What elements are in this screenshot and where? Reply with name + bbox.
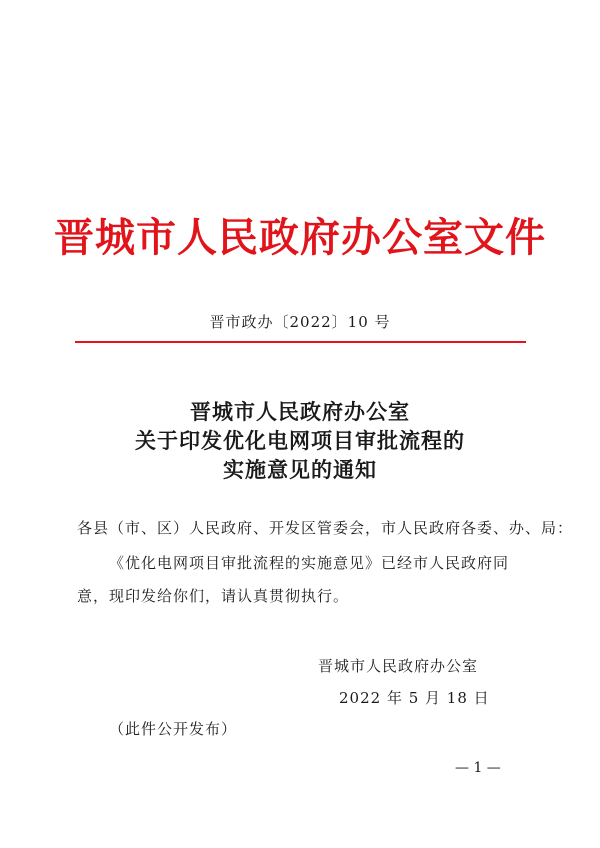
page-number: — 1 —: [455, 760, 501, 776]
body-line-1: 《优化电网项目审批流程的实施意见》已经市人民政府同: [109, 554, 510, 572]
notice-title-line-2: 关于印发优化电网项目审批流程的: [135, 428, 465, 453]
body-line-2: 意，现印发给你们，请认真贯彻执行。: [77, 587, 350, 605]
red-divider-line: [75, 341, 526, 343]
notice-title-line-3: 实施意见的通知: [223, 457, 377, 482]
issuing-office: 晋城市人民政府办公室: [318, 657, 479, 675]
masthead-title: 晋城市人民政府办公室文件: [54, 214, 546, 261]
document-number: 晋市政办〔2022〕10 号: [209, 313, 391, 331]
addressee-line: 各县（市、区）人民政府、开发区管委会，市人民政府各委、办、局：: [77, 519, 574, 537]
publication-note: （此件公开发布）: [109, 720, 238, 738]
notice-title-line-1: 晋城市人民政府办公室: [190, 399, 410, 424]
issue-date: 2022 年 5 月 18 日: [339, 689, 490, 707]
